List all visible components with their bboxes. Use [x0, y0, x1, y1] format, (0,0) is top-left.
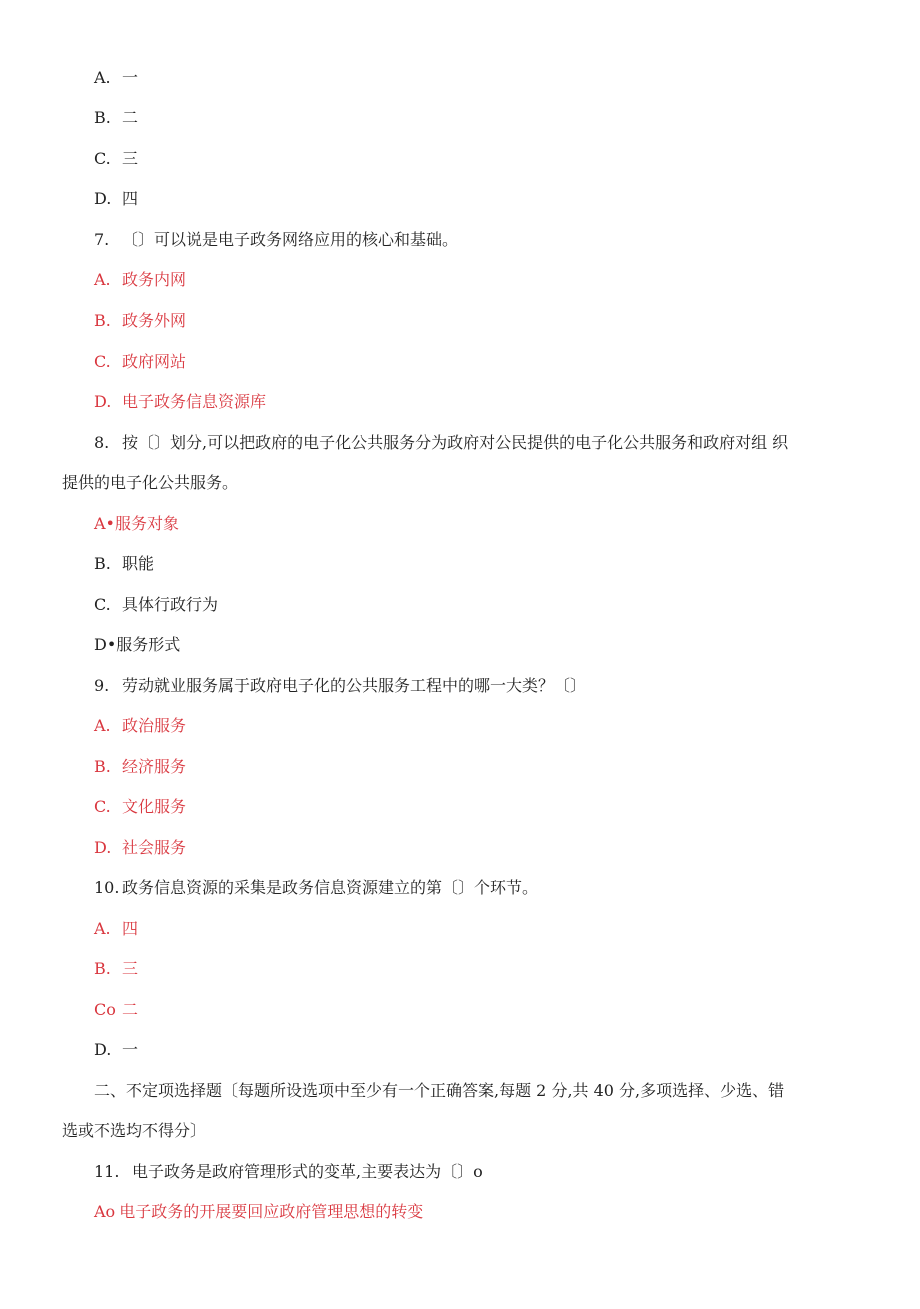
option-text: 政务外网: [122, 311, 187, 330]
question-8: [94, 433, 788, 453]
option-text: 二: [122, 108, 139, 127]
option-label: Ao: [94, 1202, 116, 1221]
option-label: B.: [94, 108, 111, 127]
option-text: 服务形式: [116, 635, 181, 654]
option-label: B.: [94, 959, 111, 978]
question-9: [94, 676, 586, 696]
q9-option-c: [94, 797, 186, 817]
option-text: 四: [122, 919, 139, 938]
option-label: D.: [94, 189, 112, 208]
option-text: 政务内网: [122, 270, 187, 289]
question-number: 11.: [94, 1162, 120, 1181]
option-label: B.: [94, 757, 111, 776]
q8-option-d: [94, 635, 180, 655]
question-text: 政务信息资源的采集是政务信息资源建立的第〔〕个环节。: [122, 878, 539, 897]
option-label: C.: [94, 595, 111, 614]
q10-option-d: [94, 1040, 138, 1060]
q11-option-a: [94, 1202, 423, 1222]
q9-option-a: [94, 716, 186, 736]
q7-option-b: [94, 311, 186, 331]
option-text: 服务对象: [115, 514, 180, 533]
q8-option-b: [94, 554, 154, 574]
q6-option-d: [94, 189, 138, 209]
q8-option-c: [94, 595, 218, 615]
q10-option-a: [94, 919, 138, 939]
q6-option-a: [94, 68, 138, 88]
option-text: 电子政务的开展要回应政府管理思想的转变: [119, 1202, 424, 1221]
question-7: [94, 230, 458, 250]
q6-option-b: [94, 108, 138, 128]
question-10: [94, 878, 538, 898]
option-text: 文化服务: [122, 797, 187, 816]
question-text: 提供的电子化公共服务。: [62, 473, 239, 492]
option-label: B.: [94, 311, 111, 330]
q8-option-a: [94, 514, 179, 534]
option-label: C.: [94, 149, 111, 168]
section-heading-continuation: [62, 1121, 206, 1141]
option-text: 政府网站: [122, 352, 187, 371]
option-label: A.: [94, 68, 111, 87]
option-text: 一: [122, 1040, 139, 1059]
option-text: 三: [122, 959, 139, 978]
question-text: 按〔〕划分,可以把政府的电子化公共服务分为政府对公民提供的电子化公共服务和政府对组 织: [122, 433, 789, 452]
section-heading-text: 二、不定项选择题〔每题所设选项中至少有一个正确答案,每题 2 分,共 40 分,多项选择、少选、错: [94, 1081, 785, 1100]
q9-option-d: [94, 838, 186, 858]
section-heading-text: 选或不选均不得分〕: [62, 1121, 207, 1140]
option-text: 政治服务: [122, 716, 187, 735]
option-label: D.: [94, 392, 112, 411]
option-text: 电子政务信息资源库: [122, 392, 267, 411]
option-text: 经济服务: [122, 757, 187, 776]
option-label: A.: [94, 919, 111, 938]
question-text: 〔〕可以说是电子政务网络应用的核心和基础。: [122, 230, 459, 249]
option-label: D.: [94, 838, 112, 857]
question-number: 7.: [94, 230, 110, 249]
q7-option-d: [94, 392, 266, 412]
option-label: Co: [94, 1000, 116, 1019]
question-number: 8.: [94, 433, 110, 452]
option-text: 社会服务: [122, 838, 187, 857]
option-label: D•: [94, 635, 117, 654]
question-number: 10.: [94, 878, 120, 897]
option-text: 一: [122, 68, 139, 87]
q10-option-c: [94, 1000, 138, 1020]
option-label: B.: [94, 554, 111, 573]
question-text: 电子政务是政府管理形式的变革,主要表达为〔〕o: [132, 1162, 483, 1181]
option-label: A.: [94, 716, 111, 735]
option-label: C.: [94, 797, 111, 816]
question-11: [94, 1162, 483, 1182]
question-8-continuation: [62, 473, 238, 493]
option-label: C.: [94, 352, 111, 371]
q7-option-a: [94, 270, 186, 290]
option-text: 三: [122, 149, 139, 168]
section-heading: [94, 1081, 784, 1101]
option-label: A•: [94, 514, 115, 533]
q7-option-c: [94, 352, 186, 372]
option-text: 二: [122, 1000, 139, 1019]
q9-option-b: [94, 757, 186, 777]
option-label: A.: [94, 270, 111, 289]
question-text: 劳动就业服务属于政府电子化的公共服务工程中的哪一大类？〔〕: [122, 676, 587, 695]
question-number: 9.: [94, 676, 110, 695]
option-text: 职能: [122, 554, 155, 573]
option-text: 四: [122, 189, 139, 208]
q10-option-b: [94, 959, 138, 979]
option-label: D.: [94, 1040, 112, 1059]
q6-option-c: [94, 149, 138, 169]
option-text: 具体行政行为: [122, 595, 219, 614]
